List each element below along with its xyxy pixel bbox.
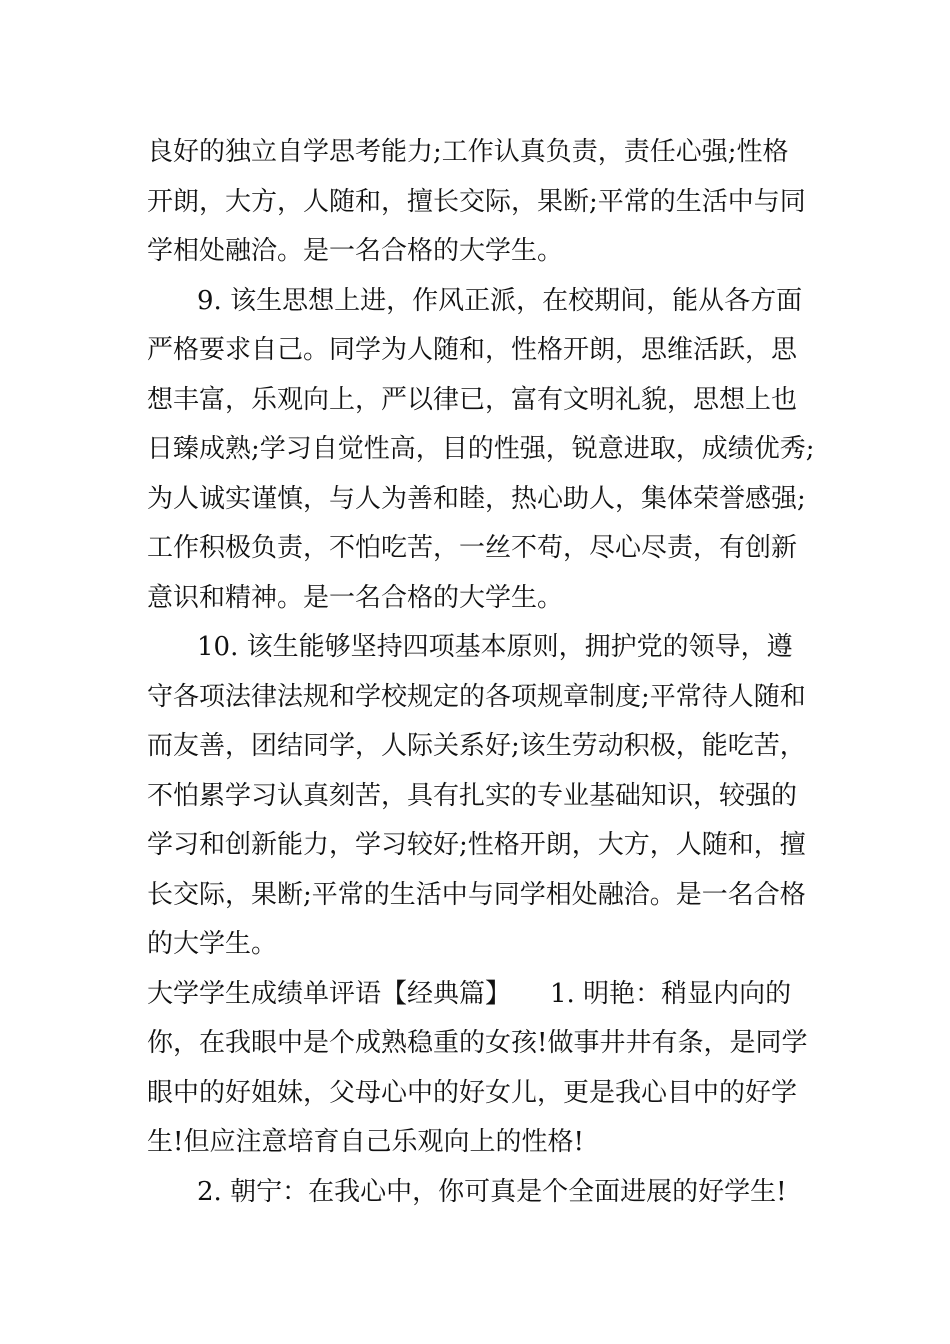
text-line: 工作积极负责，不怕吃苦，一丝不苟，尽心尽责，有创新 bbox=[147, 533, 798, 563]
text-line: 良好的独立自学思考能力;工作认真负责，责任心强;性格 bbox=[147, 137, 789, 167]
text-line: 眼中的好姐妹，父母心中的好女儿，更是我心目中的好学 bbox=[147, 1077, 798, 1108]
text-line: 日臻成熟;学习自觉性高，目的性强，锐意进取，成绩优秀; bbox=[147, 434, 815, 464]
section-heading-line: 大学学生成绩单评语【经典篇】 1. 明艳：稍显内向的 bbox=[147, 978, 792, 1009]
text-line: 而友善，团结同学，人际关系好;该生劳动积极，能吃苦， bbox=[147, 731, 806, 761]
paragraph-start-line: 9. 该生思想上进，作风正派，在校期间，能从各方面 bbox=[197, 285, 803, 316]
paragraph-start-line: 2. 朝宁：在我心中，你可真是个全面进展的好学生! bbox=[197, 1176, 787, 1207]
text-line: 的大学生。 bbox=[147, 929, 278, 959]
text-line: 开朗，大方，人随和，擅长交际，果断;平常的生活中与同 bbox=[147, 186, 806, 217]
text-line: 守各项法律法规和学校规定的各项规章制度;平常待人随和 bbox=[147, 681, 806, 712]
text-line: 想丰富，乐观向上，严以律已，富有文明礼貌，思想上也 bbox=[147, 384, 798, 415]
text-line: 严格要求自己。同学为人随和，性格开朗，思维活跃，思 bbox=[147, 335, 798, 365]
text-line: 长交际，果断;平常的生活中与同学相处融洽。是一名合格 bbox=[147, 879, 806, 910]
text-line: 为人诚实谨慎，与人为善和睦，热心助人，集体荣誉感强; bbox=[147, 483, 806, 514]
paragraph-start-line: 10. 该生能够坚持四项基本原则，拥护党的领导，遵 bbox=[197, 632, 793, 662]
text-line: 你，在我眼中是个成熟稳重的女孩!做事井井有条，是同学 bbox=[147, 1028, 808, 1058]
text-line: 生!但应注意培育自己乐观向上的性格! bbox=[147, 1127, 584, 1157]
document-body bbox=[147, 128, 822, 1217]
text-line: 学相处融洽。是一名合格的大学生。 bbox=[147, 236, 564, 266]
text-line: 意识和精神。是一名合格的大学生。 bbox=[147, 582, 564, 613]
text-line: 学习和创新能力，学习较好;性格开朗，大方，人随和，擅 bbox=[147, 830, 806, 860]
text-line: 不怕累学习认真刻苦，具有扎实的专业基础知识，较强的 bbox=[147, 780, 798, 811]
